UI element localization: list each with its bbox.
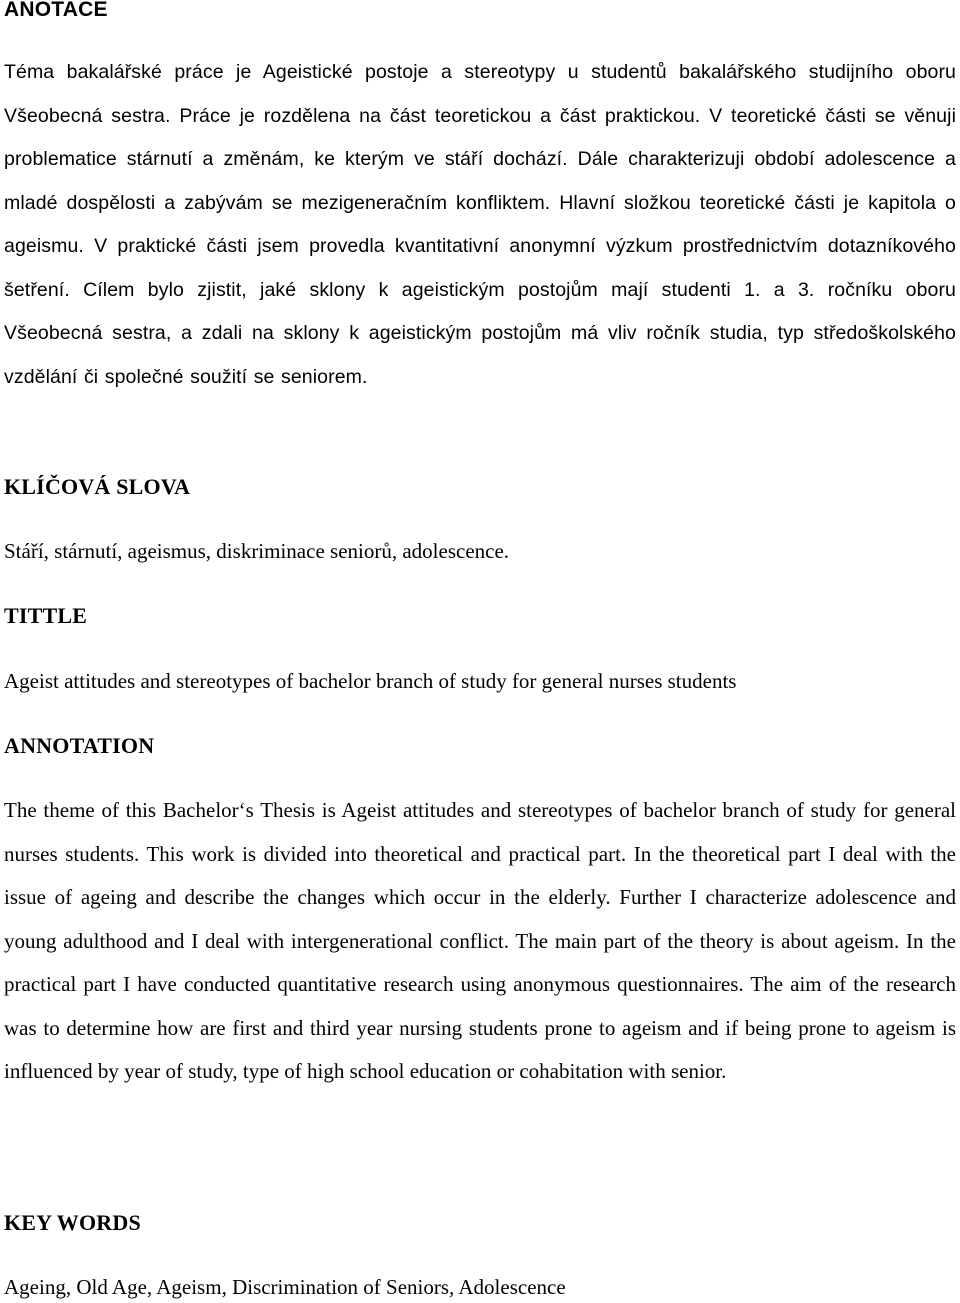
klicova-slova-heading: KLÍČOVÁ SLOVA: [4, 474, 191, 499]
tittle-body: [4, 667, 956, 695]
annotation-section: [4, 732, 956, 760]
key-words-heading: KEY WORDS: [4, 1210, 141, 1235]
tittle-text: Ageist attitudes and stereotypes of bachelor branch of study for general nurses students: [4, 669, 737, 693]
anotace-body: [4, 51, 956, 399]
klicova-slova-text: Stáří, stárnutí, ageismus, diskriminace seniorů, adolescence.: [4, 539, 510, 563]
klicova-slova-section: [4, 473, 956, 501]
annotation-body: [4, 789, 956, 1094]
anotace-text: Téma bakalářské práce je Ageistické postoje a stereotypy u studentů bakalářského studijního oboru Všeobecná sestra. Práce je rozdělena na část teoretickou a část praktickou. V teoretické části se věnuji problematice stárnutí a změnám, ke kterým ve stáří dochází. Dále charakterizuji období adolescence a mladé dospělosti a zabývám se mezigeneračním konfliktem. Hlavní složkou teoretické části je kapitola o ageismu. V praktické části jsem provedla kvantitativní anonymní výzkum prostřednictvím dotazníkového šetření. Cílem bylo zjistit, jaké sklony k ageistickým postojům mají studenti 1. a 3. ročníku oboru Všeobecná sestra, a zdali na sklony k ageistickým postojům má vliv ročník studia, typ středoškolského vzdělání či společné soužití se seniorem.: [4, 61, 956, 388]
annotation-text: The theme of this Bachelor‘s Thesis is Ageist attitudes and stereotypes of bachelor branch of study for general nurses students. This work is divided into theoretical and practical part. In the theoretical part I deal with the issue of ageing and describe the changes which occur in the elderly. Further I characterize adolescence and young adulthood and I deal with intergenerational conflict. The main part of the theory is about ageism. In the practical part I have conducted quantitative research using anonymous questionnaires. The aim of the research was to determine how are first and third year nursing students prone to ageism and if being prone to ageism is influenced by year of study, type of high school education or cohabitation with senior.: [4, 798, 956, 1083]
tittle-section: [4, 602, 956, 630]
key-words-body: [4, 1273, 956, 1301]
klicova-slova-body: [4, 537, 956, 565]
key-words-section: [4, 1209, 956, 1237]
anotace-heading: ANOTACE: [4, 0, 108, 21]
tittle-heading: TITTLE: [4, 603, 88, 628]
annotation-heading: ANNOTATION: [4, 733, 155, 758]
anotace-section: [4, 0, 956, 24]
key-words-text: Ageing, Old Age, Ageism, Discrimination of Seniors, Adolescence: [4, 1275, 566, 1299]
